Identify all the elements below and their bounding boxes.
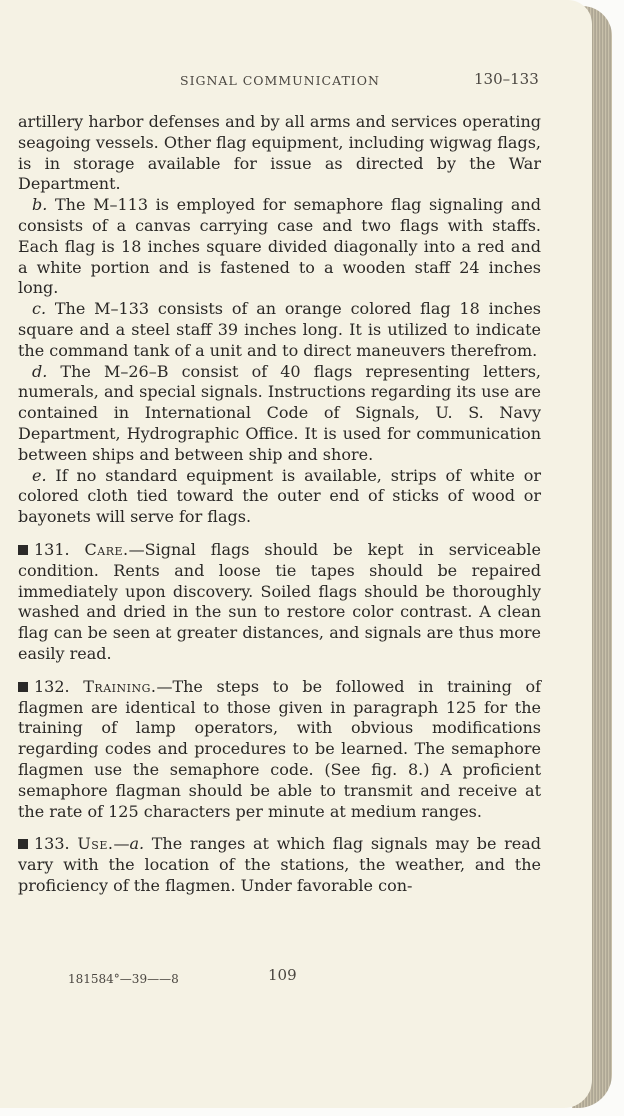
paragraph-continuation: artillery harbor defenses and by all arms and services operating seagoing vessels. Other flag equipment, including wigwag flags, is in storage available for issue as directed by the War Department. (18, 112, 541, 194)
paragraph-b (18, 195, 541, 299)
section-133 (18, 834, 541, 896)
section-133-text: The ranges at which flag signals may be read vary with the location of the stations, the weather, and the proficiency of the flagmen. Under favorable con- (18, 834, 541, 895)
paragraph-c (18, 299, 541, 361)
section-132 (18, 677, 541, 823)
section-marker-icon (18, 839, 28, 849)
paragraph-e-label: e. (32, 465, 47, 485)
section-marker-icon (18, 682, 28, 692)
section-131 (18, 540, 541, 665)
section-133-label: a. (129, 834, 145, 854)
paragraph-range: 130–133 (474, 70, 539, 88)
paragraph-d-label: d. (32, 361, 48, 381)
body-text (18, 112, 541, 897)
section-131-title: Care. (84, 539, 129, 559)
paragraph-e-text: If no standard equipment is available, strips of white or colored cloth tied toward the outer end of sticks of wood or bayonets will serve for flags. (18, 465, 541, 527)
paragraph-c-text: The M–133 consists of an orange colored flag 18 inches square and a steel staff 39 inches long. It is utilized to indicate the command tank of a unit and to direct maneuvers therefrom. (18, 299, 541, 360)
paragraph-b-label: b. (32, 195, 48, 215)
section-131-number: 131. (34, 539, 70, 559)
section-131-text: —Signal flags should be kept in serviceable condition. Rents and loose tie tapes should be repaired immediately upon discovery. Soiled flags should be thoroughly washed and dried in the sun to restore color contrast. A clean flag can be seen at greater distances, and signals are thus more easily read. (18, 539, 541, 663)
section-133-dash: — (113, 834, 130, 854)
paragraph-d-text: The M–26–B consist of 40 flags representing letters, numerals, and special signals. Instructions regarding its use are contained in International Code of Signals, U. S. Navy Department, Hydrographic Office. It is used for communication between ships and between ship and shore. (18, 361, 541, 464)
section-marker-icon (18, 545, 28, 555)
running-head: SIGNAL COMMUNICATION (180, 73, 380, 88)
section-132-text: —The steps to be followed in training of flagmen are identical to those given in paragraph 125 for the training of lamp operators, with obvious modifications regarding codes and procedures to be learned. The semaphore flagmen use the semaphore code. (See fig. 8.) A proficient semaphore flagman should be able to transmit and receive at the rate of 125 characters per minute at medium ranges. (18, 676, 541, 821)
print-code: 181584°—39——8 (68, 972, 179, 986)
section-132-number: 132. (34, 676, 70, 696)
paragraph-b-text: The M–113 is employed for semaphore flag signaling and consists of a canvas carrying case and two flags with staffs. Each flag is 18 inches square divided diagonally into a red and a white portion and is fastened to a wooden staff 24 inches long. (18, 195, 541, 298)
paragraph-c-label: c. (32, 299, 47, 319)
paragraph-d (18, 362, 541, 466)
page-number: 109 (268, 966, 297, 984)
section-133-number: 133. (34, 834, 70, 854)
section-132-title: Training. (83, 676, 157, 696)
section-133-title: Use. (77, 834, 114, 854)
paragraph-e (18, 466, 541, 528)
